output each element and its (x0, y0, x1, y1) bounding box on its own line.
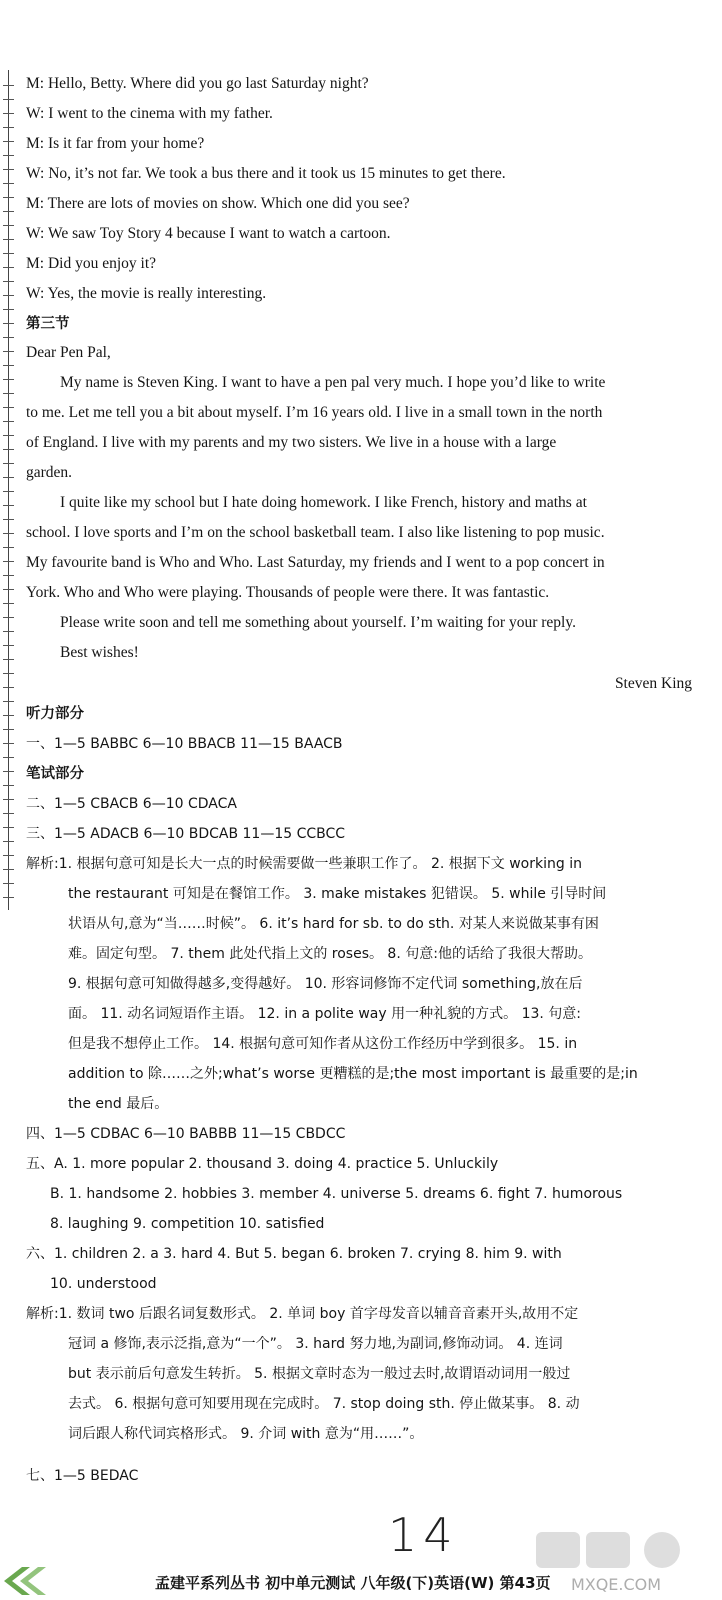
analysis-line: 难。固定句型。 7. them 此处代指上文的 roses。 8. 句意:他的话给了我很大帮助。 (68, 946, 592, 962)
analysis-line: 9. 根据句意可知做得越多,变得越好。 10. 形容词修饰不定代词 something,放在后 (68, 976, 583, 992)
answer-row-2: 二、1—5 CBACB 6—10 CDACA (26, 796, 237, 812)
section-heading: 第三节 (26, 316, 70, 332)
letter-line: York. Who and Who were playing. Thousands of people were there. It was fantastic. (26, 584, 550, 601)
letter-signature: Steven King (614, 675, 692, 692)
dialogue-line: W: We saw Toy Story 4 because I want to watch a cartoon. (26, 225, 391, 242)
letter-line: garden. (26, 464, 73, 481)
answer-row-5b-cont: 8. laughing 9. competition 10. satisfied (50, 1216, 325, 1232)
answer-row-3: 三、1—5 ADACB 6—10 BDCAB 11—15 CCBCC (26, 826, 346, 842)
answer-row-4: 四、1—5 CDBAC 6—10 BABBB 11—15 CBDCC (26, 1126, 346, 1142)
analysis-line: 解析:1. 根据句意可知是长大一点的时候需要做一些兼职工作了。 2. 根据下文 working in (26, 856, 582, 872)
letter-closing: Best wishes! (60, 644, 139, 661)
watermark-logo (516, 1532, 716, 1596)
analysis-line: 但是我不想停止工作。 14. 根据句意可知作者从这份工作经历中学到很多。 15. in (68, 1036, 578, 1052)
dialogue-line: M: Hello, Betty. Where did you go last Saturday night? (26, 75, 369, 92)
letter-line: I quite like my school but I hate doing homework. I like French, history and maths at (60, 494, 587, 511)
dialogue-line: W: Yes, the movie is really interesting. (26, 285, 267, 302)
analysis-line: 去式。 6. 根据句意可知要用现在完成时。 7. stop doing sth. 停止做某事。 8. 动 (68, 1396, 580, 1412)
dialogue-line: W: I went to the cinema with my father. (26, 105, 273, 122)
letter-line: school. I love sports and I’m on the school basketball team. I also like listening to pop music. (26, 524, 605, 541)
answer-row-5b: B. 1. handsome 2. hobbies 3. member 4. universe 5. dreams 6. fight 7. humorous (50, 1186, 623, 1202)
page-footer (0, 1560, 722, 1600)
letter-line: Please write soon and tell me something about yourself. I’m waiting for your reply. (60, 614, 576, 631)
analysis-line: 解析:1. 数词 two 后跟名词复数形式。 2. 单词 boy 首字母发音以辅音音素开头,故用不定 (26, 1306, 579, 1322)
dialogue-line: M: Did you enjoy it? (26, 255, 157, 272)
watermark-text: MXQE.COM (570, 1575, 662, 1594)
analysis-line: the end 最后。 (68, 1096, 169, 1112)
analysis-line: 面。 11. 动名词短语作主语。 12. in a polite way 用一种礼貌的方式。 13. 句意: (68, 1006, 582, 1022)
letter-salutation: Dear Pen Pal, (26, 344, 111, 361)
dialogue-line: M: Is it far from your home? (26, 135, 205, 152)
answer-row-7: 七、1—5 BEDAC (26, 1468, 139, 1484)
letter-line: to me. Let me tell you a bit about myself. I’m 16 years old. I live in a small town in the north (26, 404, 603, 421)
answer-row-6: 六、1. children 2. a 3. hard 4. But 5. began 6. broken 7. crying 8. him 9. with (26, 1246, 562, 1262)
analysis-line: 状语从句,意为“当……时候”。 6. it’s hard for sb. to do sth. 对某人来说做某事有困 (68, 916, 599, 932)
analysis-line: 词后跟人称代词宾格形式。 9. 介词 with 意为“用……”。 (68, 1426, 424, 1442)
letter-line: My favourite band is Who and Who. Last Saturday, my friends and I went to a pop concert in (26, 554, 605, 571)
letter-line: of England. I live with my parents and my two sisters. We live in a house with a large (26, 434, 557, 451)
binding-margin-ticks (3, 72, 14, 908)
answer-row-5a: 五、A. 1. more popular 2. thousand 3. doing 4. practice 5. Unluckily (26, 1156, 499, 1172)
answer-row-6-cont: 10. understood (50, 1276, 157, 1292)
written-heading: 笔试部分 (26, 766, 84, 782)
handwritten-page-number: 14 (388, 1508, 459, 1562)
listening-heading: 听力部分 (26, 706, 84, 722)
analysis-line: but 表示前后句意发生转折。 5. 根据文章时态为一般过去时,故谓语动词用一般过 (68, 1366, 571, 1382)
dialogue-line: M: There are lots of movies on show. Which one did you see? (26, 195, 410, 212)
analysis-line: addition to 除……之外;what’s worse 更糟糕的是;the most important is 最重要的是;in (68, 1066, 638, 1082)
answer-row-1: 一、1—5 BABBC 6—10 BBACB 11—15 BAACB (26, 736, 343, 752)
chevron-left-icon (0, 1564, 60, 1598)
footer-text: 孟建平系列丛书 初中单元测试 八年级(下)英语(W) 第43页 (155, 1574, 551, 1592)
analysis-line: the restaurant 可知是在餐馆工作。 3. make mistakes 犯错误。 5. while 引导时间 (68, 886, 607, 902)
letter-line: My name is Steven King. I want to have a pen pal very much. I hope you’d like to write (60, 374, 606, 391)
analysis-line: 冠词 a 修饰,表示泛指,意为“一个”。 3. hard 努力地,为副词,修饰动词。 4. 连词 (68, 1336, 563, 1352)
dialogue-line: W: No, it’s not far. We took a bus there and it took us 15 minutes to get there. (26, 165, 506, 182)
